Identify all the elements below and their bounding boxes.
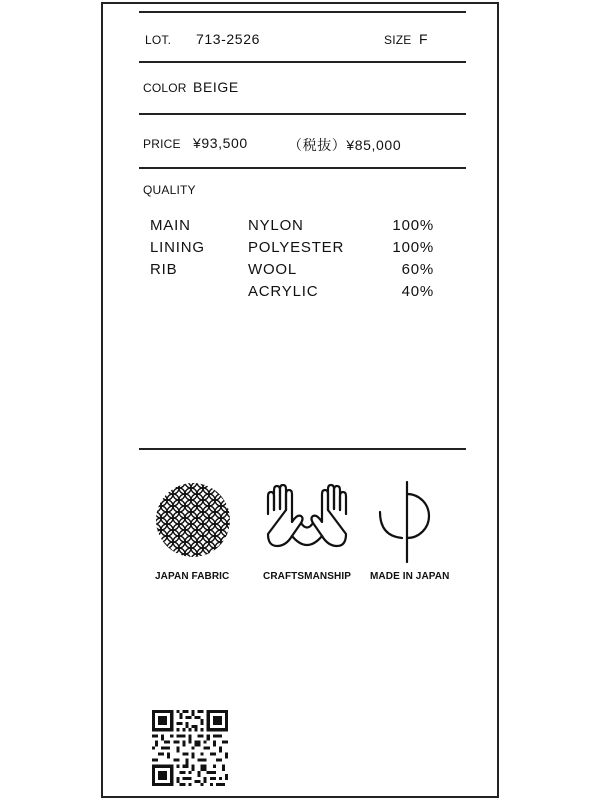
price-value: ¥93,500 [193, 135, 248, 151]
lot-value: 713-2526 [196, 31, 260, 47]
quality-part-lining: LINING [150, 239, 205, 256]
japan-fabric-caption: JAPAN FABRIC [155, 571, 230, 582]
size-label: SIZE [384, 33, 412, 47]
divider [139, 167, 466, 169]
craftsmanship-hands-icon [262, 484, 352, 556]
product-tag [101, 2, 499, 798]
quality-material-main: NYLON [248, 217, 304, 234]
price-tax-note: （税抜）¥85,000 [288, 137, 402, 153]
size-value: F [419, 31, 429, 47]
divider [139, 61, 466, 63]
quality-percent-lining: 100% [392, 239, 434, 256]
quality-part-rib: RIB [150, 261, 178, 278]
quality-material-rib-2: ACRYLIC [248, 283, 319, 300]
quality-percent-rib-1: 60% [401, 261, 434, 278]
japan-fabric-icon [155, 482, 231, 558]
lot-label: LOT. [145, 33, 172, 47]
color-label: COLOR [143, 81, 187, 95]
price-label: PRICE [143, 137, 181, 151]
quality-part-main: MAIN [150, 217, 191, 234]
divider [139, 11, 466, 13]
color-value: BEIGE [193, 79, 239, 95]
made-in-japan-logo-icon [372, 478, 444, 566]
quality-material-lining: POLYESTER [248, 239, 345, 256]
quality-percent-rib-2: 40% [401, 283, 434, 300]
craftsmanship-caption: CRAFTSMANSHIP [263, 571, 351, 582]
quality-material-rib-1: WOOL [248, 261, 298, 278]
divider [139, 113, 466, 115]
quality-percent-main: 100% [392, 217, 434, 234]
qr-code-icon[interactable] [152, 710, 228, 786]
quality-label: QUALITY [143, 183, 196, 197]
divider [139, 448, 466, 450]
made-in-japan-caption: MADE IN JAPAN [370, 571, 450, 582]
